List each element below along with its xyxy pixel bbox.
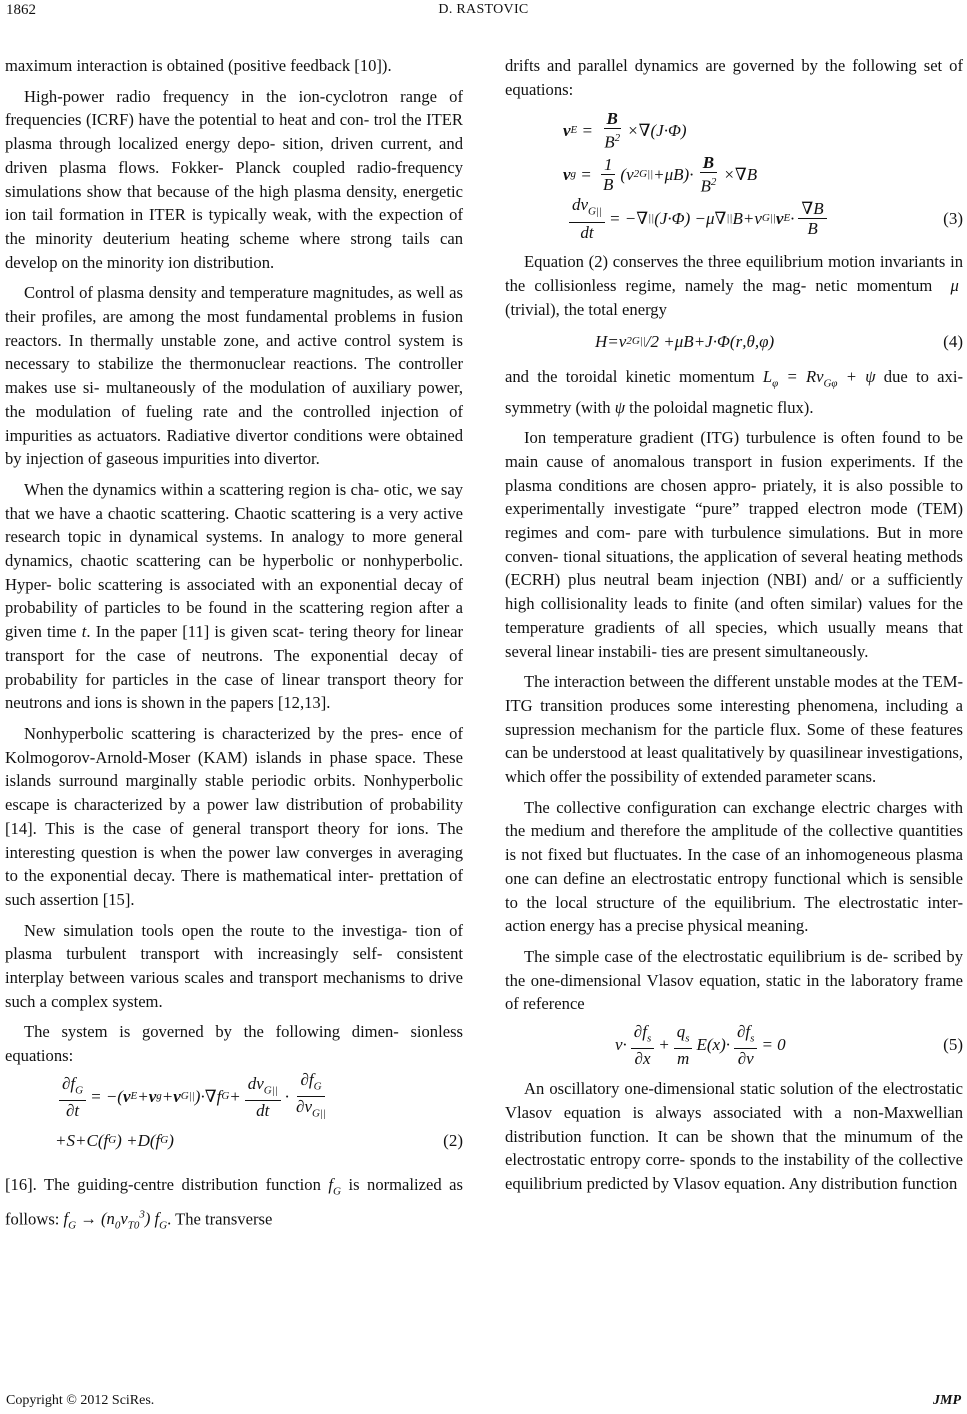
paragraph: Control of plasma density and temperature magnitudes, as well as their profiles, are among the most fundamental problems in fusion reactors. In thermally unstable zone, and active control system is necessary to stabilize the thermonuclear reactions. The controller makes use si- multaneously of the modulation of auxiliary power, the modulation of fueling rate and the controlled injection of impurities as actuators. Radiative divertor conditions were obtained by injection of gaseous impurities into divertor. xyxy=(5,283,463,469)
paragraph: maximum interaction is obtained (positive feedback [10]). xyxy=(5,56,392,75)
equation-2: $\frac{\partial f_G}{\partial t}$ = −( v E + v g + v G|| )·∇ f G + $\frac{dv_{G||}}{dt}$ · $\frac{\partial f_G}{\partial v_{G||}}$ + S + C ( f G ) + D ( f G ) (2) xyxy=(5,1075,463,1163)
paragraph: drifts and parallel dynamics are governed by the following set of equations: xyxy=(505,56,963,99)
equation-number: (4) xyxy=(943,331,963,351)
paragraph: The interaction between the different unstable modes at the TEM-ITG transition produces some interesting phenomena, including a supression mechanism for the particle flux. Some of these features can be understood at least qualitatively by quasilinear investigations, which offer the possibility of extended parameter scans. xyxy=(505,672,963,787)
page-header xyxy=(0,0,967,22)
paragraph: Ion temperature gradient (ITG) turbulence is often found to be main cause of anomalous transport in fusion experiments. If the plasma conditions are chosen appro- priately, it is also possible to experimentally investigate “pure” trapped electron mode (TEM) regimes and com- pare with turbulence simulations. But in more conven- tional situations, the application of several heating methods (ECRH) plus neutral beam injection (NBI) and/ or a sufficiently high collisionality leads to finite (and often similar) values for the temperature gradients of all species, which usually means that several linear instabili- ties are present simultaneously. xyxy=(505,428,963,661)
equation-number: (3) xyxy=(943,208,963,228)
paragraph: The system is governed by the following dimen- sionless equations: xyxy=(5,1022,463,1066)
left-column xyxy=(5,54,463,1245)
equation-number: (5) xyxy=(943,1035,963,1055)
equation-number: (2) xyxy=(443,1130,463,1150)
paragraph: Nonhyperbolic scattering is characterized by the pres- ence of Kolmogorov-Arnold-Moser (KAM) islands in phase space. These islands surround marginally stable periodic orbits. Nonhyperbolic escape is characterized by a power law distribution of probability [14]. This is the case of general transport theory for ions. The interesting question is when the power law converges in averaging to the exponential decay. There is mathematical inter- prettation of such assertion [15]. xyxy=(5,723,463,909)
paragraph: New simulation tools open the route to the investiga- tion of plasma turbulent transport with increasingly self- consistent interplay between various scales and transport mechanisms to drive such a complex system. xyxy=(5,920,463,1011)
page-number: 1862 xyxy=(6,2,36,18)
copyright: Copyright © 2012 SciRes. xyxy=(6,1393,155,1408)
paragraph: When the dynamics within a scattering region is cha- otic, we say that we have a chaotic scattering. Chaotic scattering is a very active research topic in dynamical systems. In analogy to more general dynamics, chaotic scattering can be hyperbolic or nonhyperbolic. Hyper- bolic scattering is associated with an exponential decay of probability of particles to be found in the scattering region after a given time t. In the paper [11] is given scat- tering theory for linear transport for the case of neutrons. The exponential decay of probability for particles in the case of linear transport theory for neutrons and ions is shown in the papers [12,13]. xyxy=(5,479,464,713)
equation-3: v E = $\frac{B}{B^2}$ ×∇( J ·Φ) v g = $\frac{1}{B}$ ( v 2 G|| + μB )· $\frac{B}{B^2}$ ×∇ B $\frac{dv_{G||}}{dt}$ = −∇ || ( J ·Φ) − μ ∇ || B + v G|| v E · $\frac{\nabla B}{B}$ (3) xyxy=(563,109,963,242)
paragraph: and the toroidal kinetic momentum $L_\varphi = Rv_{G\varphi} + \psi$ due to axi-symmetry (with ψ the poloidal magnetic flux). xyxy=(505,366,963,417)
paragraph: The simple case of the electrostatic equilibrium is de- scribed by the one-dimensional Vlasov equation, static in the laboratory frame of reference xyxy=(505,947,963,1014)
paragraph: Equation (2) conserves the three equilibrium motion invariants in the collisionless regime, namely the mag- netic momentum μ (trivial), the total energy xyxy=(505,252,963,319)
paragraph: An oscillatory one-dimensional static solution of the electrostatic Vlasov equation is always associated with a non-Maxwellian distribution function. It can be shown that the minumum of the electrostatic entropy corre- sponds to the instability of the collective equilibrium predicted by Vlasov equation. Any distribution function xyxy=(505,1079,963,1193)
paragraph: High-power radio frequency in the ion-cyclotron range of frequencies (ICRF) have the potential to heat and con- trol the ITER plasma through localized energy depo- sition, driven current, and driven plasma flows. Fokker- Planck coupled radio-frequency simulations show that because of the high plasma density, energetic ion tail formation in ITER is typically weak, with the expection of the minority deuterium heating scheme where strong tails can develop on the minority ion distribution. xyxy=(5,86,463,272)
right-column xyxy=(505,54,963,1203)
paragraph: [16]. The guiding-centre distribution function $f_G$ is normalized as follows: $f_G \to (n_0v_{T0}^3)$ $f_G$. The transverse xyxy=(5,1174,463,1232)
running-head: D. RASTOVIC xyxy=(438,2,529,17)
paragraph: The collective configuration can exchange electric charges with the medium and therefore the amplitude of the collective quantities is not fixed but fluctuates. In the case of an inhomogeneous plasma one can define an electrostatic entropy functional which is sensible to the local structure of the equilibrium. The electrostatic inter- action energy has a precise physical meaning. xyxy=(505,797,963,936)
equation-5: v · $\frac{\partial f_s}{\partial x}$ + $\frac{q_s}{m}$ E ( x )· $\frac{\partial f_s}{\partial v}$ = 0 (5) xyxy=(615,1021,963,1069)
journal-name: JMP xyxy=(933,1393,961,1408)
equation-4: H = v 2 G|| /2 + μB + J ·Φ( r , θ , φ ) (4) xyxy=(505,329,963,355)
